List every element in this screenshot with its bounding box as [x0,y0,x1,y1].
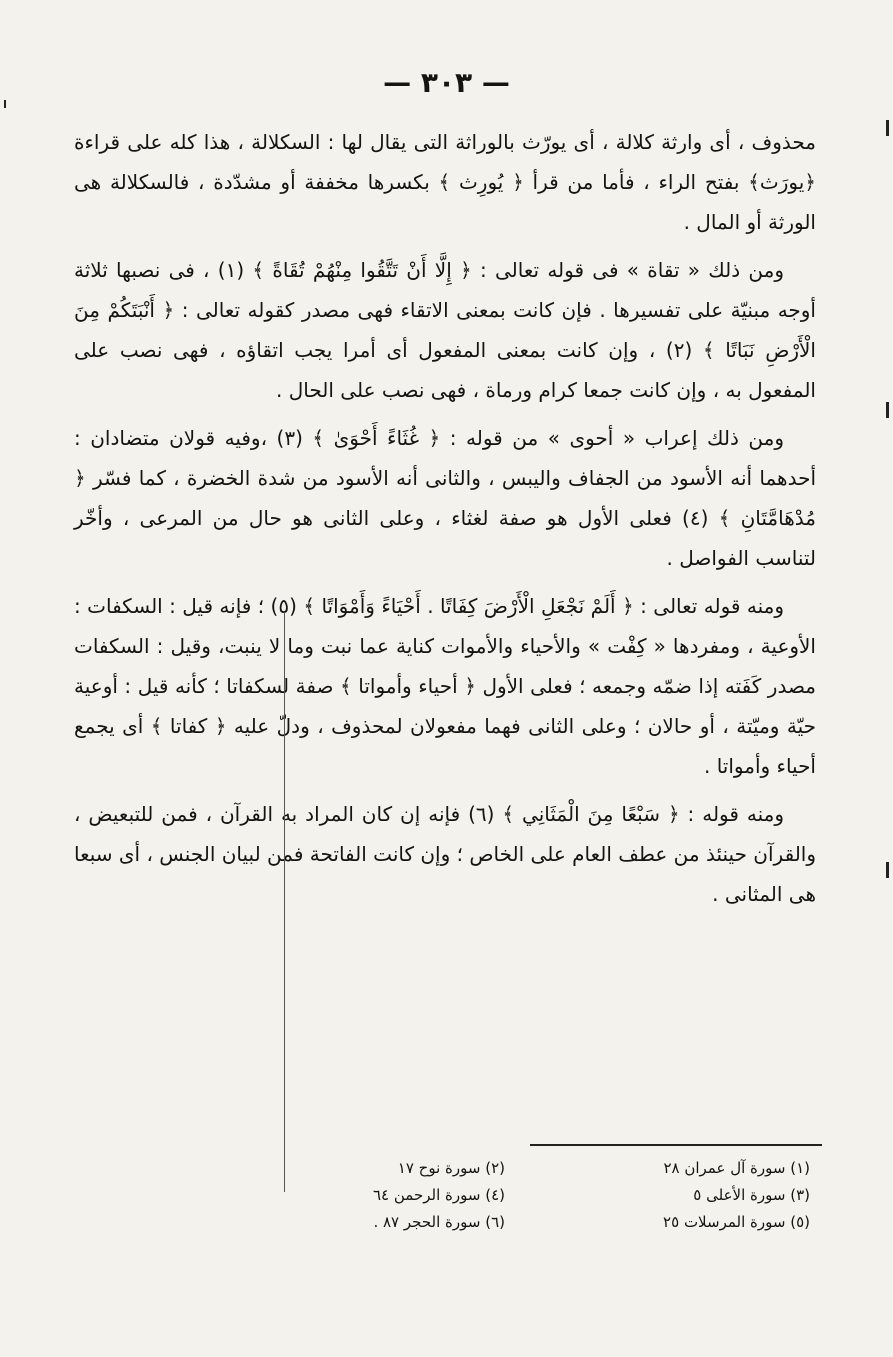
scan-edge-mark [886,862,889,878]
scan-edge-mark [886,402,889,418]
footnote-divider [530,1144,822,1146]
footnotes [260,1155,810,1236]
paragraph: ومن ذلك إعراب « أحوى » من قوله : ﴿ غُثَاءً أَحْوَىٰ ﴾ (٣) ،وفيه قولان متضادان : أحدهما أنه الأسود من الجفاف واليبس ، والثانى أنه الأسود من شدة الخضرة ، كما فسّر ﴿ مُدْهَامَّتَانِ ﴾ (٤) فعلى الأول هو صفة لغثاء ، وعلى الثانى هو حال من المرعى ، وأخّر لتناسب الفواصل . [74,426,816,570]
footnote: (٦) سورة الحجر ٨٧ . [373,1213,505,1231]
footnote: (٢) سورة نوح ١٧ [397,1159,505,1177]
scan-edge-mark [886,120,889,136]
main-text [74,122,816,922]
paragraph: ومنه قوله تعالى : ﴿ أَلَمْ نَجْعَلِ الْأَرْضَ كِفَاتًا . أَحْيَاءً وَأَمْوَاتًا ﴾ (٥) ؛ فإنه قيل : السكفات : الأوعية ، ومفردها « كِفْت » والأحياء والأموات كناية عما نبت وما لا ينبت، وقيل : السكفات مصدر كَفَته إذا ضمّه وجمعه ؛ فعلى الأول ﴿ أحياء وأمواتا ﴾ صفة لسكفاتا ؛ كأنه قيل : أوعية حيّة وميّتة ، أو حالان ؛ وعلى الثانى فهما مفعولان لمحذوف ، ودلّ عليه ﴿ كفاتا ﴾ أى يجمع أحياء وأمواتا . [74,594,816,778]
footnote: (٤) سورة الرحمن ٦٤ [373,1186,505,1204]
paragraph: ومن ذلك « تقاة » فى قوله تعالى : ﴿ إِلَّا أَنْ تَتَّقُوا مِنْهُمْ تُقَاةً ﴾ (١) ، فى نصبها ثلاثة أوجه مبنيّة على تفسيرها . فإن كانت بمعنى الاتقاء فهى مصدر كقوله تعالى : ﴿ أَنْبَتَكُمْ مِنَ الْأَرْضِ نَبَاتًا ﴾ (٢) ، وإن كانت بمعنى المفعول أى أمرا يجب اتقاؤه ، فهى نصب على المفعول به ، وإن كانت جمعا كرام ورماة ، فهى نصب على الحال . [74,258,816,402]
scan-edge-mark [4,100,6,108]
footnote: (٥) سورة المرسلات ٢٥ [663,1213,810,1231]
paragraph: ومنه قوله : ﴿ سَبْعًا مِنَ الْمَثَانِي ﴾ (٦) فإنه إن كان المراد به القرآن ، فمن للتبعيض ، والقرآن حينئذ من عطف العام على الخاص ؛ وإن كانت الفاتحة فمن لبيان الجنس ، أى سبعا هى المثانى . [74,802,816,906]
footnote: (١) سورة آل عمران ٢٨ [663,1159,810,1177]
paragraph: محذوف ، أى وارثة كلالة ، أى يورّث بالوراثة التى يقال لها : السكلالة ، هذا كله على قراءة ﴿يورَث﴾ بفتح الراء ، فأما من قرأ ﴿ يُورِث ﴾ بكسرها مخففة أو مشدّدة ، فالسكلالة هى الورثة أو المال . [74,130,816,234]
scan-margin-line [284,612,285,1192]
page-number: — ٣٠٣ — [383,66,510,99]
footnote: (٣) سورة الأعلى ٥ [693,1186,810,1204]
